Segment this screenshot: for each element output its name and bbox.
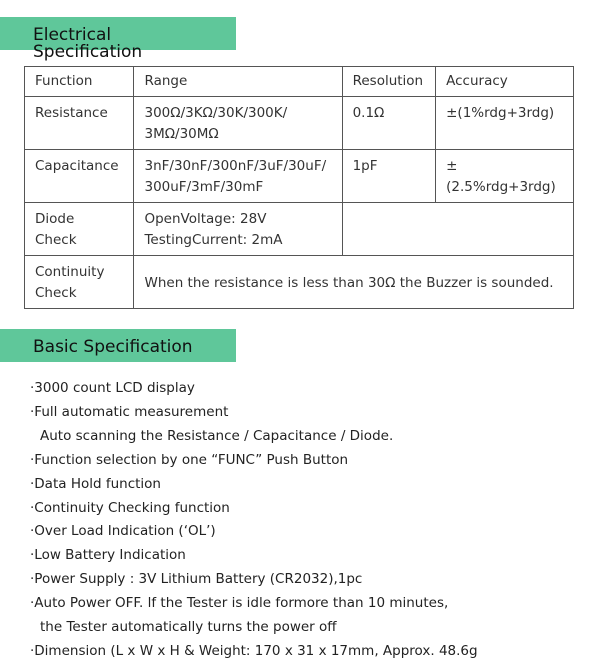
list-item: ·Continuity Checking function: [30, 499, 230, 516]
continuity-description: When the resistance is less than 30Ω the Buzzer is sounded.: [134, 256, 574, 309]
list-item: ·Power Supply : 3V Lithium Battery (CR2032),1pc: [30, 571, 363, 588]
diode-range-line2: TestingCurrent: 2mA: [144, 232, 283, 248]
list-item: ·Auto Power OFF. lf the Tester is idle formore than 10 minutes,: [30, 595, 449, 612]
list-item: ·Over Load Indication (‘OL’): [30, 523, 216, 540]
diode-range: [134, 203, 342, 256]
diode-function-line1: Diode: [35, 211, 75, 227]
header-accuracy: Accuracy: [436, 67, 574, 97]
list-item: ·Dimension (L x W x H & Weight: 170 x 31 x 17mm, Approx. 48.6g: [30, 642, 478, 659]
diode-function: [25, 203, 134, 256]
header-resolution: Resolution: [342, 67, 436, 97]
header-range: Range: [134, 67, 342, 97]
diode-range-line1: OpenVoltage: 28V: [144, 211, 267, 227]
electrical-spec-heading: Electrical Specification: [0, 17, 236, 50]
capacitance-resolution: 1pF: [342, 150, 436, 203]
list-item: ·Data Hold function: [30, 475, 161, 492]
list-item-continuation: the Tester automatically turns the power off: [40, 619, 337, 636]
continuity-function-line2: Check: [35, 285, 77, 301]
list-item: ·Full automatic measurement: [30, 403, 229, 420]
header-function: Function: [25, 67, 134, 97]
table-row-diode: [25, 203, 574, 256]
list-item: ·Function selection by one “FUNC” Push Button: [30, 451, 349, 468]
list-item-continuation: Auto scanning the Resistance / Capacitance / Diode.: [40, 427, 394, 444]
capacitance-range-line2: 300uF/3mF/30mF: [144, 179, 264, 195]
list-item: ·Low Battery Indication: [30, 547, 186, 564]
table-row-continuity: [25, 256, 574, 309]
diode-function-line2: Check: [35, 232, 77, 248]
capacitance-function: Capacitance: [25, 150, 134, 203]
continuity-function: [25, 256, 134, 309]
resistance-range-line1: 300Ω/3KΩ/30K/300K/: [144, 105, 288, 121]
resistance-range-line2: 3MΩ/30MΩ: [144, 126, 219, 142]
table-row-capacitance: [25, 150, 574, 203]
diode-empty-cell: [342, 203, 573, 256]
capacitance-range: [134, 150, 342, 203]
continuity-function-line1: Continuity: [35, 264, 105, 280]
basic-spec-list: [30, 377, 478, 664]
table-header-row: [25, 67, 574, 97]
capacitance-accuracy: ±(2.5%rdg+3rdg): [436, 150, 574, 203]
resistance-resolution: 0.1Ω: [342, 97, 436, 150]
capacitance-range-line1: 3nF/30nF/300nF/3uF/30uF/: [144, 158, 327, 174]
list-item: ·3000 count LCD display: [30, 380, 195, 396]
electrical-spec-table: [24, 66, 574, 309]
resistance-accuracy: ±(1%rdg+3rdg): [436, 97, 574, 150]
basic-spec-heading: Basic Specification: [0, 329, 236, 362]
table-row-resistance: [25, 97, 574, 150]
resistance-function: Resistance: [25, 97, 134, 150]
resistance-range: [134, 97, 342, 150]
